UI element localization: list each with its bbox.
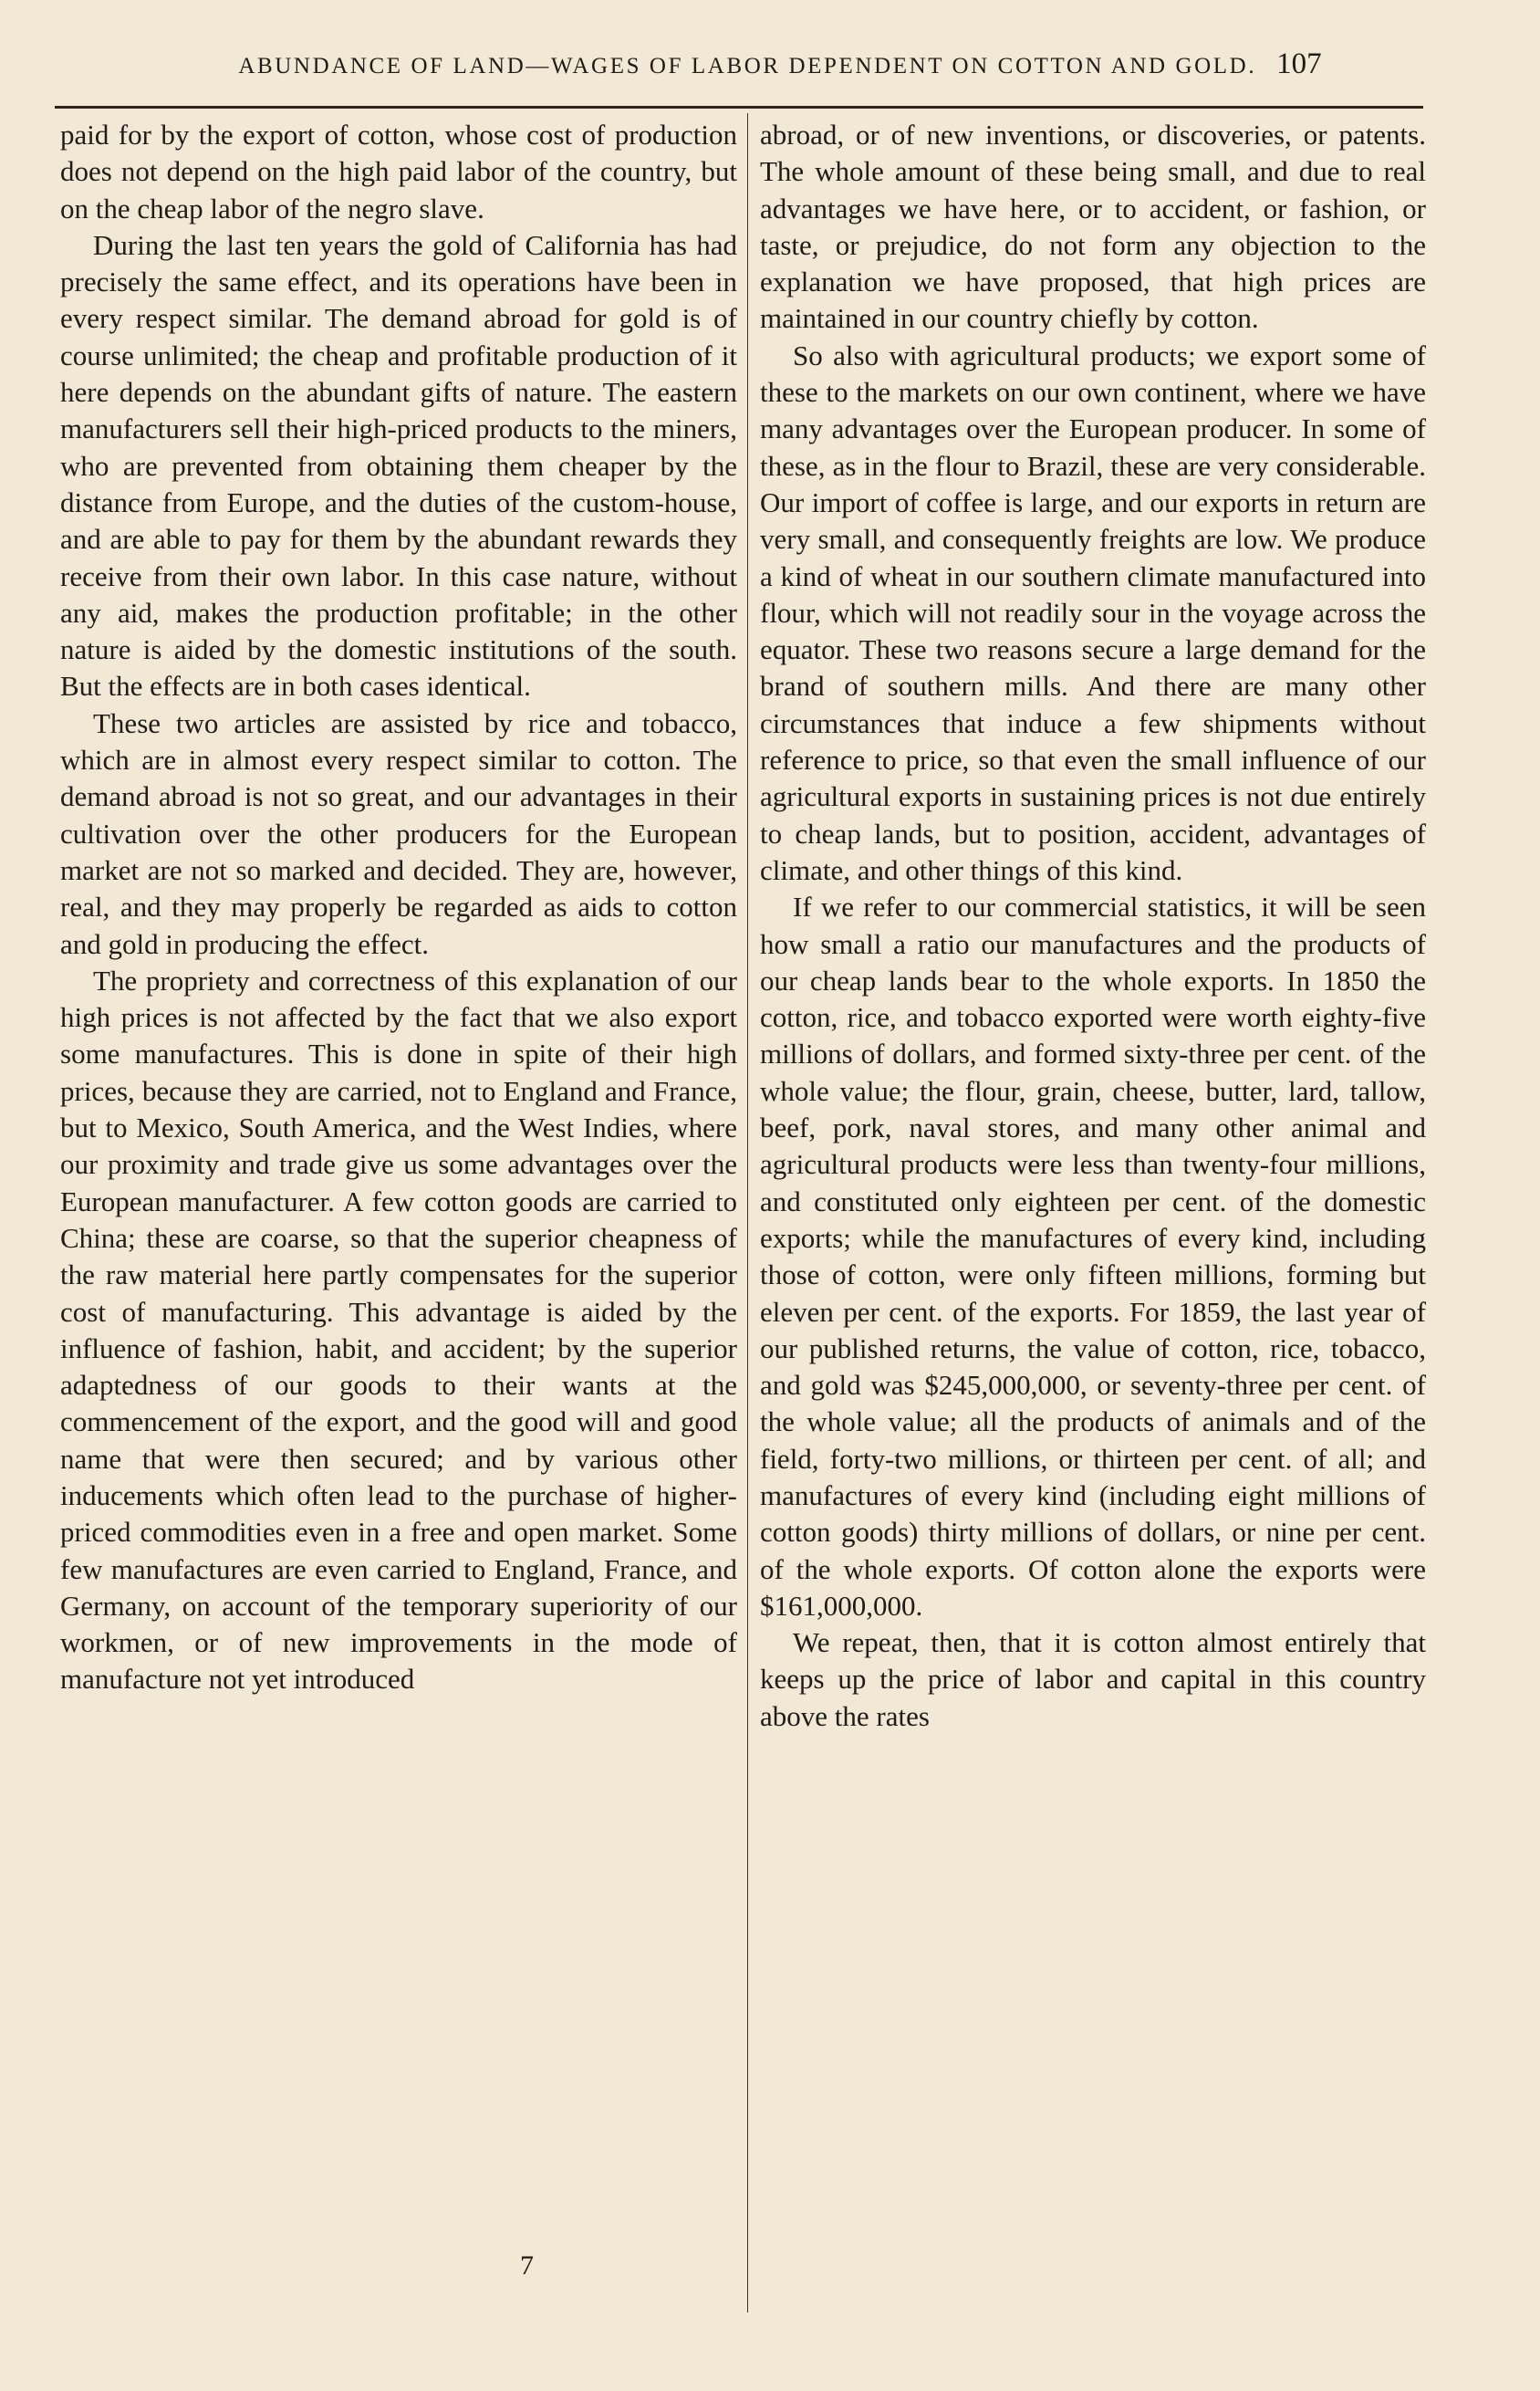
header-rule	[55, 106, 1423, 109]
paragraph: abroad, or of new inventions, or discoveries, or patents. The whole amount of these being small, and due to real advantages we have here, or to accident, or fashion, or taste, or prejudice, do not form any objection to the explanation we have proposed, that high prices are maintained in our country chiefly by cotton.	[760, 119, 1426, 335]
paragraph: If we refer to our commercial statistics, it will be seen how small a ratio our manufactures and the products of our cheap lands bear to the whole exports. In 1850 the cotton, rice, and tobacco exported were worth eighty-five millions of dollars, and formed sixty-three per cent. of the whole value; the flour, grain, cheese, butter, lard, tallow, beef, pork, naval stores, and many other animal and agricultural products were less than twenty-four millions, and constituted only eighteen per cent. of the domestic exports; while the manufactures of every kind, including those of cotton, were only fifteen millions, forming but eleven per cent. of the exports. For 1859, the last year of our published returns, the value of cotton, rice, tobacco, and gold was $245,000,000, or seventy-three per cent. of the whole value; all the products of animals and of the field, forty-two millions, or thirteen per cent. of all; and manufactures of every kind (including eight millions of cotton goods) thirty millions of dollars, or nine per cent. of the whole exports. Of cotton alone the exports were $161,000,000.	[760, 891, 1426, 1622]
signature-mark: 7	[520, 2250, 534, 2281]
running-header	[55, 47, 1423, 91]
page-number: 107	[1276, 47, 1322, 80]
left-column	[60, 117, 737, 1698]
paragraph: These two articles are assisted by rice and tobacco, which are in almost every respect similar to cotton. The demand abroad is not so great, and our advantages in their cultivation over the other producers for the European market are not so marked and decided. They are, however, real, and they may properly be regarded as aids to cotton and gold in producing the effect.	[60, 706, 737, 960]
paragraph: paid for by the export of cotton, whose cost of production does not depend on the high paid labor of the country, but on the cheap labor of the negro slave.	[60, 119, 737, 224]
column-divider	[747, 113, 748, 2313]
running-title: ABUNDANCE OF LAND—WAGES OF LABOR DEPENDENT ON COTTON AND GOLD.	[238, 54, 1257, 78]
paragraph: So also with agricultural products; we export some of these to the markets on our own continent, where we have many advantages over the European producer. In some of these, as in the flour to Brazil, these are very considerable. Our import of coffee is large, and our exports in return are very small, and consequently freights are low. We produce a kind of wheat in our southern climate manufactured into flour, which will not readily sour in the voyage across the equator. These two reasons secure a large demand for the brand of southern mills. And there are many other circumstances that induce a few shipments without reference to price, so that even the small influence of our agricultural exports in sustaining prices is not due entirely to cheap lands, but to position, accident, advantages of climate, and other things of this kind.	[760, 339, 1426, 886]
paragraph: During the last ten years the gold of California has had precisely the same effect, and its operations have been in every respect similar. The demand abroad for gold is of course unlimited; the cheap and profitable production of it here depends on the abundant gifts of nature. The eastern manufacturers sell their high-priced products to the miners, who are prevented from obtaining them cheaper by the distance from Europe, and the duties of the custom-house, and are able to pay for them by the abundant rewards they receive from their own labor. In this case nature, without any aid, makes the production profitable; in the other nature is aided by the domestic institutions of the south. But the effects are in both cases identical.	[60, 228, 737, 703]
paragraph: The propriety and correctness of this explanation of our high prices is not affected by the fact that we also export some manufactures. This is done in spite of their high prices, because they are carried, not to England and France, but to Mexico, South America, and the West Indies, where our proximity and trade give us some advantages over the European manufacturer. A few cotton goods are carried to China; these are coarse, so that the superior cheapness of the raw material here partly compensates for the superior cost of manufacturing. This advantage is aided by the influence of fashion, habit, and accident; by the superior adaptedness of our goods to their wants at the commencement of the export, and the good will and good name that were then secured; and by various other inducements which often lead to the purchase of higher-priced commodities even in a free and open market. Some few manufactures are even carried to England, France, and Germany, on account of the temporary superiority of our workmen, or of new improvements in the mode of manufacture not yet introduced	[60, 964, 737, 1696]
paragraph: We repeat, then, that it is cotton almost entirely that keeps up the price of labor and capital in this country above the rates	[760, 1626, 1426, 1732]
right-column	[760, 117, 1426, 1735]
